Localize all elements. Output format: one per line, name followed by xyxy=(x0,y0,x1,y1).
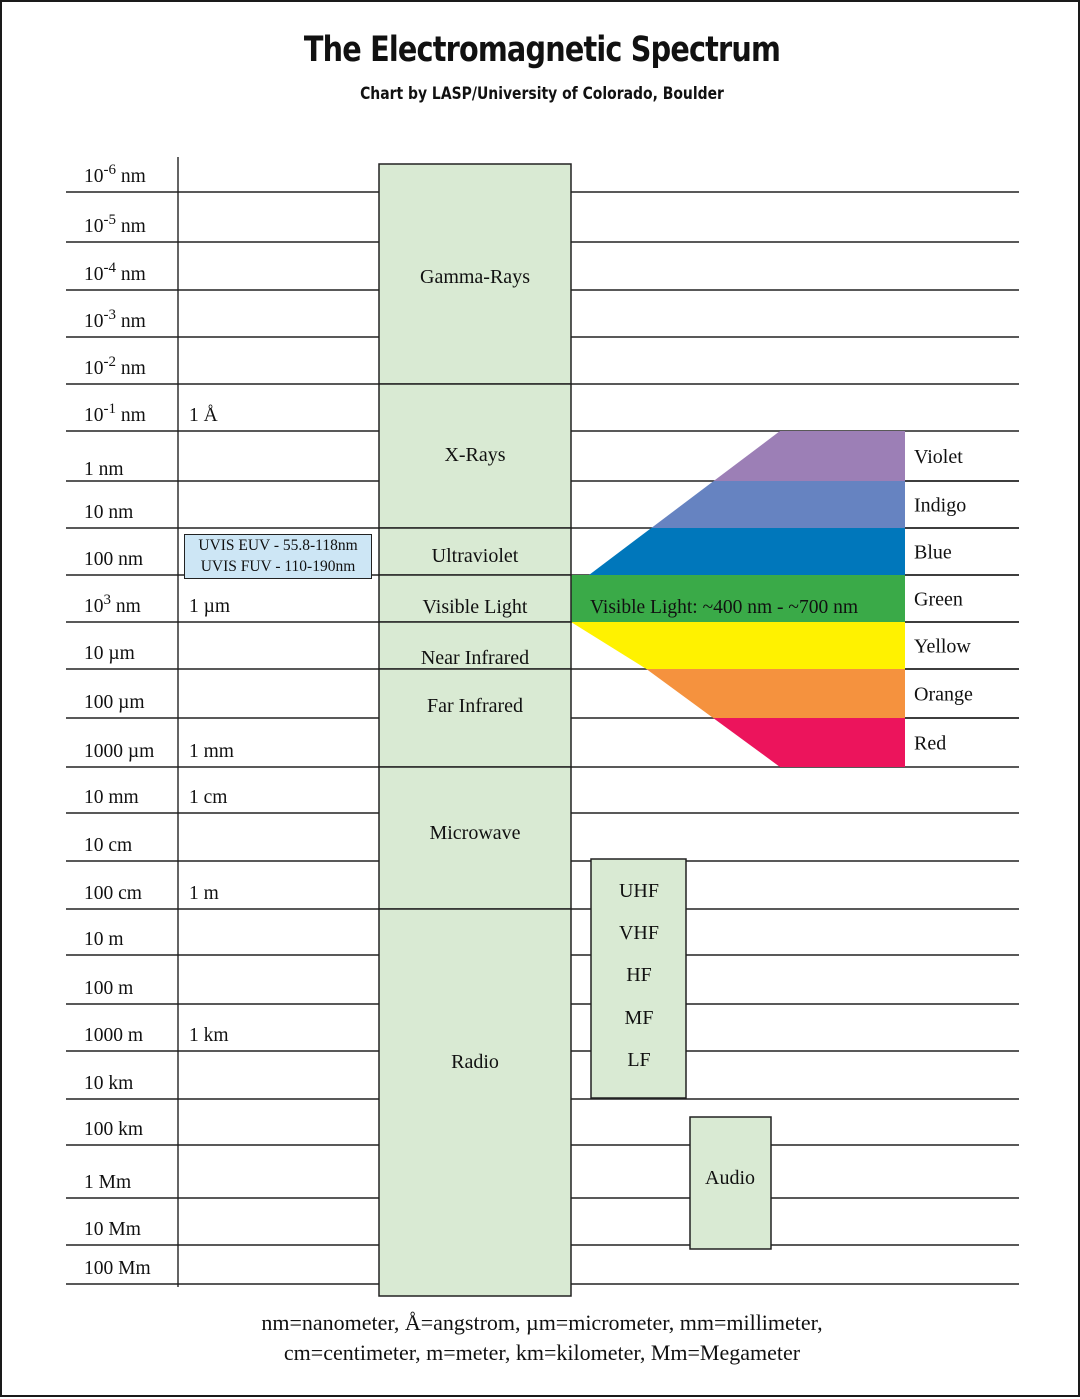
scale-label-10-2-nm: $10^{-2}$ nm xyxy=(84,354,146,379)
radio-subband-mf: MF xyxy=(624,1007,654,1029)
scale-label-10-nm: 10 nm xyxy=(84,502,134,523)
scale-label-1000-m: 1000 m xyxy=(84,1025,144,1046)
band-label-far-infrared: Far Infrared xyxy=(426,695,524,717)
scale-label-10-1-nm: $10^{-1}$ nm xyxy=(84,401,146,426)
band-label-ultraviolet: Ultraviolet xyxy=(431,545,519,567)
visible-color-orange xyxy=(646,669,905,718)
scale-label-10-km: 10 km xyxy=(84,1073,134,1094)
uvis-note-box xyxy=(184,534,372,579)
visible-color-label-orange: Orange xyxy=(914,683,973,706)
scale-label-10-cm: 10 cm xyxy=(84,835,133,856)
scale-label-100-m: 100 m xyxy=(84,978,134,999)
chart-title: The Electromagnetic Spectrum xyxy=(303,30,781,70)
band-label-near-infrared: Near Infrared xyxy=(420,647,530,669)
scale-label-100-km: 100 km xyxy=(84,1119,144,1140)
scale-label-10-m: 10 m xyxy=(84,929,124,950)
radio-subband-uhf: UHF xyxy=(618,880,660,902)
visible-color-label-violet: Violet xyxy=(914,446,963,468)
equivalent-label-1-km: 1 km xyxy=(189,1025,229,1046)
band-label-visible-light: Visible Light xyxy=(422,596,528,618)
units-legend-line1: nm=nanometer, Å=angstrom, µm=micrometer, mm=millimeter, xyxy=(261,1310,823,1335)
scale-label-10-6-nm: $10^{-6}$ nm xyxy=(84,162,146,187)
visible-light-range-label: Visible Light: ~400 nm - ~700 nm xyxy=(590,597,859,618)
visible-color-violet xyxy=(714,431,905,481)
radio-subband-vhf: VHF xyxy=(618,922,660,944)
scale-label-100-mm: 100 Mm xyxy=(84,1258,151,1279)
uvis-euv-label: UVIS EUV - 55.8-118nm xyxy=(198,537,358,554)
visible-color-label-green: Green xyxy=(914,588,963,611)
scale-label-10-3-nm: $10^{-3}$ nm xyxy=(84,307,146,332)
audio-label: Audio xyxy=(705,1167,755,1189)
scale-label-10-4-nm: $10^{-4}$ nm xyxy=(84,260,146,285)
scale-label-103-nm: $10^3$ nm xyxy=(84,592,141,617)
scale-label-100-nm: 100 nm xyxy=(84,549,144,570)
scale-label-10-5-nm: $10^{-5}$ nm xyxy=(84,212,146,237)
visible-color-blue xyxy=(589,528,905,575)
band-far-infrared xyxy=(379,669,571,767)
scale-label-1-mm: 1 Mm xyxy=(84,1172,132,1193)
visible-color-yellow xyxy=(571,622,905,669)
radio-subband-lf: LF xyxy=(627,1049,651,1071)
equivalent-label-1-cm: 1 cm xyxy=(189,787,228,808)
scale-label-10-mm: 10 Mm xyxy=(84,1219,141,1240)
visible-color-label-indigo: Indigo xyxy=(914,494,967,517)
visible-color-red xyxy=(713,718,905,767)
visible-color-label-red: Red xyxy=(914,732,947,755)
band-label-microwave: Microwave xyxy=(429,822,521,844)
equivalent-label-1: 1 Å xyxy=(189,405,218,426)
equivalent-label-1-m: 1 µm xyxy=(189,596,231,617)
visible-color-indigo xyxy=(651,481,905,528)
visible-color-label-yellow: Yellow xyxy=(914,635,971,658)
scale-label-1-nm: 1 nm xyxy=(84,459,124,480)
equivalent-label-1-m: 1 m xyxy=(189,883,219,904)
band-radio xyxy=(379,909,571,1296)
uvis-fuv-label: UVIS FUV - 110-190nm xyxy=(200,557,356,575)
chart-subtitle: Chart by LASP/University of Colorado, Boulder xyxy=(360,84,724,104)
scale-label-10-m: 10 µm xyxy=(84,643,135,664)
scale-label-10-mm: 10 mm xyxy=(84,787,139,808)
visible-color-label-blue: Blue xyxy=(914,541,952,564)
band-label-x-rays: X-Rays xyxy=(444,444,506,466)
radio-subband-hf: HF xyxy=(626,964,652,986)
band-label-gamma-rays: Gamma-Rays xyxy=(420,266,530,288)
band-label-radio: Radio xyxy=(451,1051,499,1073)
units-legend-line2: cm=centimeter, m=meter, km=kilometer, Mm=Megameter xyxy=(283,1340,801,1365)
scale-label-100-cm: 100 cm xyxy=(84,883,142,904)
spectrum-diagram xyxy=(2,2,1080,1399)
scale-label-100-m: 100 µm xyxy=(84,692,145,713)
equivalent-label-1-mm: 1 mm xyxy=(189,741,234,762)
scale-label-1000-m: 1000 µm xyxy=(84,741,155,762)
